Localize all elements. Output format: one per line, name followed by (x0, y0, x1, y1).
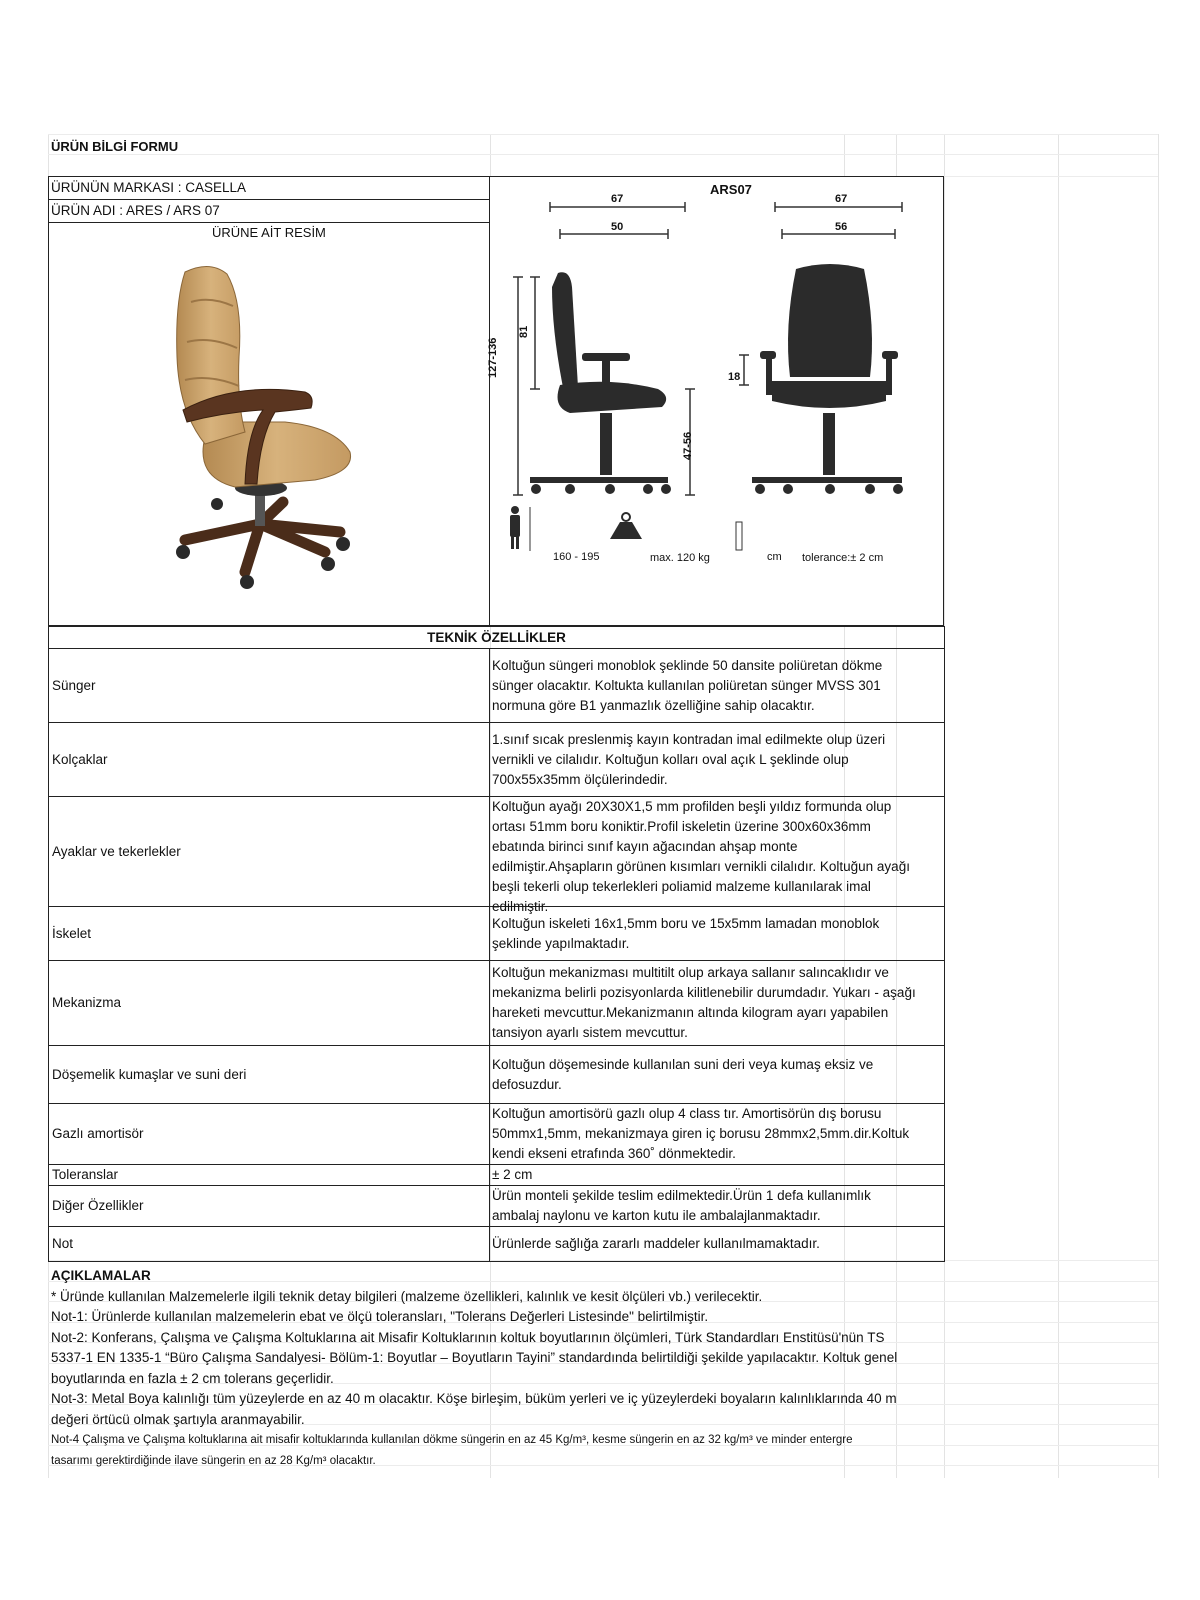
note-4-line-2: tasarımı gerektirdiğinde ilave süngerin en az 28 Kg/m³ olacaktır. (51, 1454, 376, 1467)
dim-front-top: 67 (835, 193, 848, 205)
notes-title: AÇIKLAMALAR (51, 1268, 151, 1283)
spec-label: Ayaklar ve tekerlekler (49, 797, 490, 907)
spec-value: Ürünlerde sağlığa zararlı maddeler kullanılmamaktadır. (490, 1227, 945, 1262)
table-row (49, 797, 945, 907)
spec-label: Gazlı amortisör (49, 1104, 490, 1165)
spec-value: ± 2 cm (490, 1165, 945, 1186)
table-row (49, 1046, 945, 1104)
spec-label: Döşemelik kumaşlar ve suni deri (49, 1046, 490, 1104)
tolerance-label: tolerance:± 2 cm (802, 552, 884, 564)
note-2-line-3: boyutlarında en fazla ± 2 cm tolerans geçerlidir. (51, 1370, 334, 1386)
dim-side-seat: 50 (611, 221, 624, 233)
note-3-line-2: değeri örtücü olmak şartıyla aranmayabilir. (51, 1411, 305, 1427)
grid-column-line (1158, 134, 1159, 1478)
spec-label: Sünger (49, 649, 490, 723)
dimension-diagram (490, 177, 943, 607)
spec-value: Koltuğun ayağı 20X30X1,5 mm profilden beşli yıldız formunda olup ortası 51mm boru koniktir.Profil iskeletin üzerine 300x60x36mm ebatında birinci sınıf kayın ağacından ahşap monte edilmiştir.Ahşapların görünen kısımları vernikli cilalıdır. Koltuğun ayağı beşli tekerli olup tekerlekleri poliamid malzeme kullanılarak imal edilmiştir. (490, 797, 945, 907)
table-row (49, 1186, 945, 1227)
spec-value: 1.sınıf sıcak preslenmiş kayın kontradan imal edilmekte olup üzeri vernikli ve cilalıdır. Koltuğun kolları oval açık L şeklinde olup 700x55x35mm ölçülerindedir. (490, 723, 945, 797)
dim-side-top: 67 (611, 193, 624, 205)
product-row-line (48, 222, 490, 223)
spec-label: Not (49, 1227, 490, 1262)
brand-line: ÜRÜNÜN MARKASI : CASELLA (51, 180, 247, 195)
spec-label: Diğer Özellikler (49, 1186, 490, 1227)
dim-front-seat: 56 (835, 221, 848, 233)
table-row (49, 723, 945, 797)
spec-header: TEKNİK ÖZELLİKLER (49, 627, 945, 649)
image-label: ÜRÜNE AİT RESİM (212, 225, 326, 240)
spec-label: Kolçaklar (49, 723, 490, 797)
max-weight: max. 120 kg (650, 552, 710, 564)
note-2-line-2: 5337-1 EN 1335-1 “Büro Çalışma Sandalyesi- Bölüm-1: Boyutlar – Boyutların Tayini” standardında belirtildiği şekilde yapılacaktır. Koltuk genel (51, 1350, 898, 1365)
spec-label: Toleranslar (49, 1165, 490, 1186)
note-4-line-1: Not-4 Çalışma ve Çalışma koltuklarına ait misafir koltuklarında kullanılan dökme süngerin en az 45 Kg/m³, kesme süngerin en az 32 kg/m³ ve minder entergre (51, 1434, 853, 1446)
spec-header-row (49, 627, 945, 649)
table-row (49, 1165, 945, 1186)
dim-seat-height: 47-56 (682, 431, 694, 460)
spec-value: Koltuğun süngeri monoblok şeklinde 50 dansite poliüretan dökme sünger olacaktır. Koltukta kullanılan poliüretan sünger MVSS 301 normuna göre B1 yanmazlık özelliğine sahip olacaktır. (490, 649, 945, 723)
spec-value: Ürün monteli şekilde teslim edilmektedir.Ürün 1 defa kullanımlık ambalaj naylonu ve karton kutu ile ambalajlanmaktadır. (490, 1186, 945, 1227)
user-height: 160 - 195 (553, 551, 600, 563)
note-star: * Üründe kullanılan Malzemelerle ilgili teknik detay bilgileri (malzeme özellikleri, kalınlık ve kesit ölçüleri vb.) verilecektir. (51, 1288, 763, 1304)
spec-value: Koltuğun döşemesinde kullanılan suni deri veya kumaş eksiz ve defosuzdur. (490, 1046, 945, 1104)
notes-section (51, 1266, 951, 1471)
dim-total-height: 127-136 (487, 337, 499, 378)
product-name-line: ÜRÜN ADI : ARES / ARS 07 (51, 203, 220, 218)
dim-arm-adjust: 18 (728, 371, 741, 383)
spec-label: Mekanizma (49, 961, 490, 1046)
table-row (49, 1104, 945, 1165)
table-row (49, 1227, 945, 1262)
spec-value: Koltuğun amortisörü gazlı olup 4 class tır. Amortisörün dış borusu 50mmx1,5mm, mekanizmaya giren iç borusu 28mmx2,5mm.dir.Koltuk kendi ekseni etrafında 360˚ dönmektedir. (490, 1104, 945, 1165)
table-row (49, 961, 945, 1046)
table-row (49, 907, 945, 961)
spec-label: İskelet (49, 907, 490, 961)
product-photo (165, 262, 365, 592)
model-code: ARS07 (710, 182, 752, 197)
spec-value: Koltuğun mekanizması multitilt olup arkaya sallanır salıncaklıdır ve mekanizma belirli pozisyonlarda kilitlenebilir durumdadır. Yukarı - aşağı hareketi mevcuttur.Mekanizmanın altında kilogram ayarı yapabilen tansiyon ayarlı sistem mevcuttur. (490, 961, 945, 1046)
grid-row-line (48, 134, 1158, 135)
brand-row-line (48, 199, 490, 200)
unit-label: cm (767, 551, 782, 563)
grid-column-line (1058, 134, 1059, 1478)
kg-badge: kg (629, 554, 639, 564)
note-3-line-1: Not-3: Metal Boya kalınlığı tüm yüzeylerde en az 40 m olacaktır. Köşe birleşim, büküm yerleri ve iç yüzeylerdeki boyaların kalınlıklarında 40 m (51, 1391, 897, 1406)
dim-back-height: 81 (518, 325, 530, 338)
note-2-line-1: Not-2: Konferans, Çalışma ve Çalışma Koltuklarına ait Misafir Koltuklarının koltuk boyutlarının ölçümleri, Türk Standardları Enstitüsü'nün TS (51, 1329, 885, 1345)
table-row (49, 649, 945, 723)
form-title: ÜRÜN BİLGİ FORMU (51, 139, 179, 154)
spec-value: Koltuğun iskeleti 16x1,5mm boru ve 15x5mm lamadan monoblok şeklinde yapılmaktadır. (490, 907, 945, 961)
note-1: Not-1: Ürünlerde kullanılan malzemelerin ebat ve ölçü toleransları, "Tolerans Değerleri Listesinde" belirtilmiştir. (51, 1309, 709, 1324)
grid-row-line (48, 154, 1158, 155)
spec-table (48, 626, 945, 1262)
